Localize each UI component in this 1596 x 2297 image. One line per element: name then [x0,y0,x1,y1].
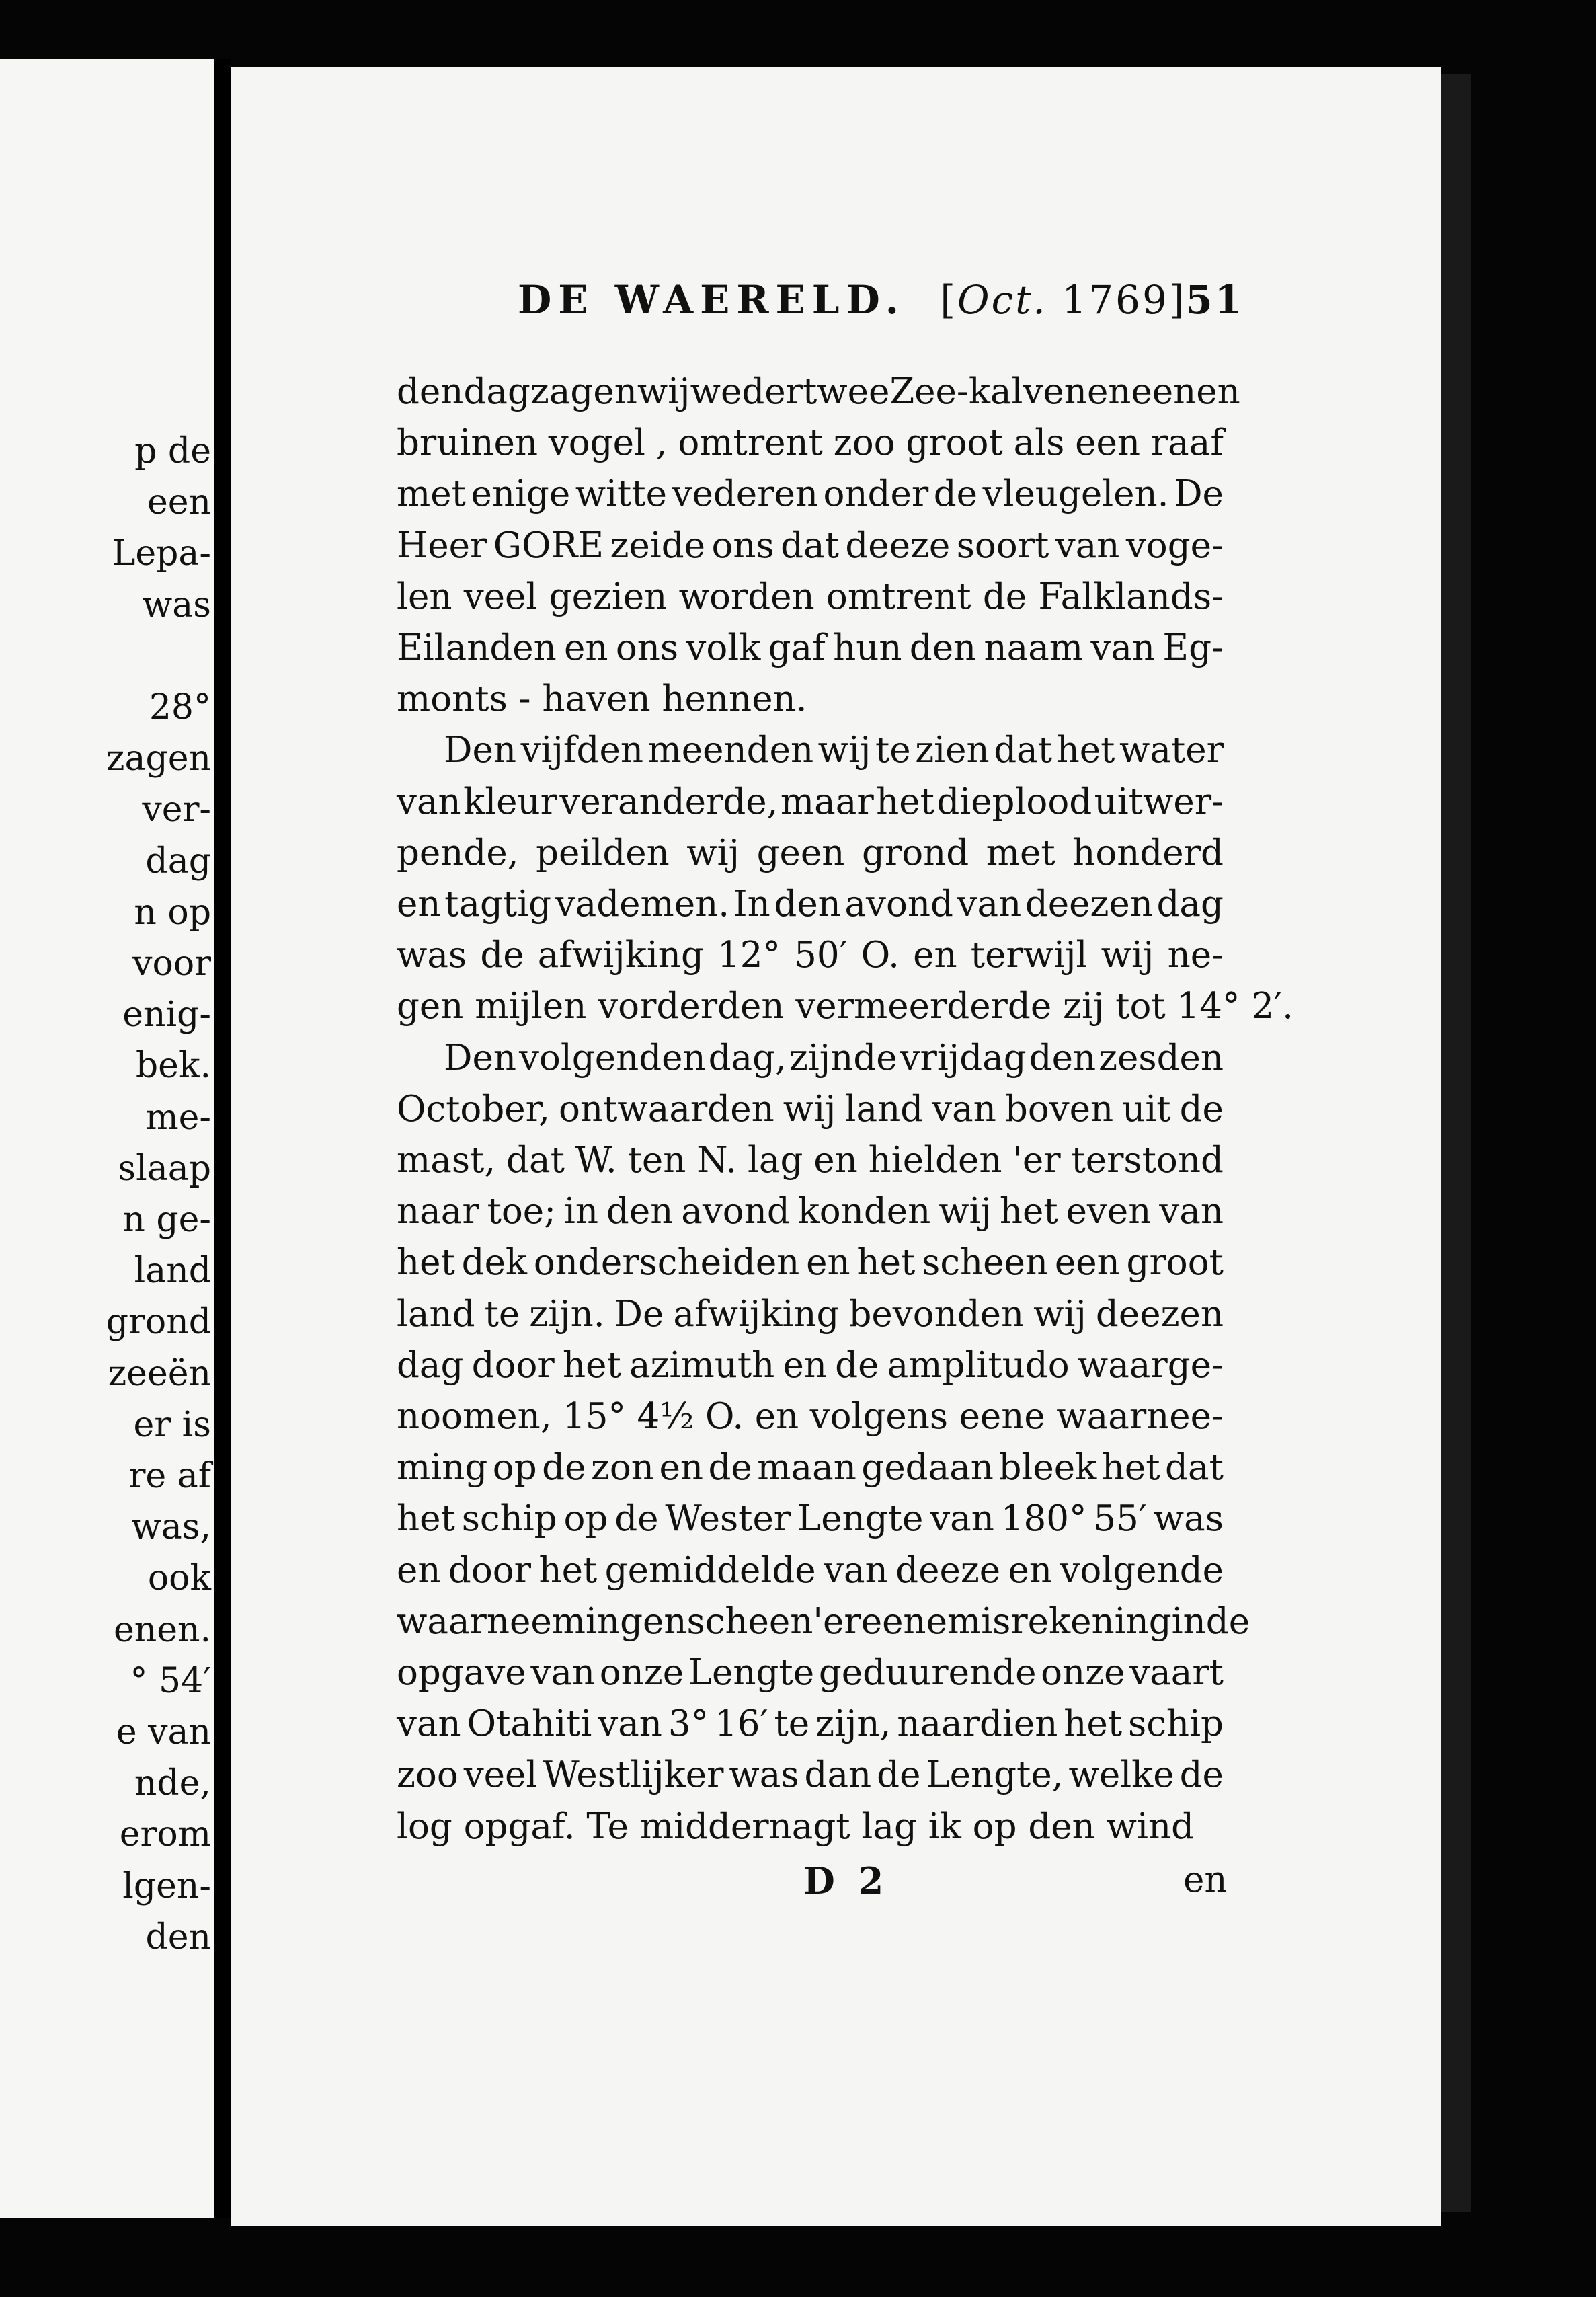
left-page-line: nde, [134,1763,211,1804]
left-page [0,59,214,2218]
text-line: Eilanden en ons volk gaf hun den naam van Eg- [397,627,1224,669]
text-line: bruinen vogel , omtrent zoo groot als een raaf [397,422,1224,464]
text-line: monts - haven hennen. [397,678,807,720]
book-gutter [214,59,231,2218]
text-line: len veel gezien worden omtrent de Falklands- [397,576,1224,617]
text-line: het schip op de Wester Lengte van 180° 55′ was [397,1498,1224,1540]
text-line: opgave van onze Lengte geduurende onze vaart [397,1652,1224,1694]
text-line: naar toe; in den avond konden wij het even van [397,1191,1224,1233]
left-page-line: me- [145,1097,211,1138]
left-page-line: n op [134,892,211,933]
text-line: was de afwijking 12° 50′ O. en terwijl wij ne- [397,935,1224,976]
body-text [397,366,1293,1853]
left-page-line: Lepa- [112,533,211,574]
text-line: land te zijn. De afwijking bevonden wij deezen [397,1293,1224,1335]
text-line: waarneemingen scheen 'er eene misrekening in de [397,1600,1250,1642]
text-line: gen mijlen vorderden vermeerderde zij tot 14° 2′. [397,986,1293,1027]
left-page-line [106,631,211,682]
left-page-line: zeeën [108,1353,211,1394]
left-page-line: bek. [135,1046,211,1087]
text-line: Den volgenden dag, zijnde vrijdag den zesden [444,1037,1224,1079]
text-line: van Otahiti van 3° 16′ te zijn, naardien het schip [397,1703,1224,1745]
left-page-line: voor [132,943,211,984]
left-page-line: grond [106,1302,211,1343]
text-line: van kleur veranderde, maar het dieplood uitwer- [397,781,1224,822]
left-page-line: re af [128,1456,211,1497]
left-page-line: ook [147,1558,211,1599]
left-page-line: land [134,1251,211,1292]
left-page-line: p de [134,431,211,471]
left-page-line: zagen [106,738,211,779]
page-number: 51 [1185,277,1244,323]
left-page-line: den [145,1916,211,1957]
left-page-line: e van [116,1712,211,1753]
left-page-line: was, [131,1507,211,1548]
running-date: [Oct. 1769] [940,277,1187,323]
text-line: pende, peilden wij geen grond met honderd [397,832,1224,873]
left-page-line: enen. [113,1609,211,1650]
left-page-line: was [142,584,211,625]
text-line: Den vijfden meenden wij te zien dat het water [444,730,1224,771]
text-line: den dag zagen wij weder twee Zee-kalven en eenen [397,371,1240,412]
text-line: en tagtig vademen. In den avond van deezen dag [397,884,1224,925]
page-edge [1441,74,1471,2212]
left-page-line: een [147,482,211,523]
text-line: mast, dat W. ten N. lag en hielden 'er terstond [397,1140,1224,1181]
text-line: October, ontwaarden wij land van boven uit de [397,1088,1224,1130]
text-line: het dek onderscheiden en het scheen een groot [397,1242,1224,1284]
text-line: en door het gemiddelde van deeze en volgende [397,1549,1224,1591]
text-line: Heer GORE zeide ons dat deeze soort van voge- [397,524,1224,566]
left-page-line: enig- [122,995,211,1036]
left-page-line: 28° [149,687,211,728]
left-page-line: lgen- [122,1865,211,1906]
text-line: noomen, 15° 4½ O. en volgens eene waarnee- [397,1396,1224,1438]
text-line: ming op de zon en de maan gedaan bleek het dat [397,1447,1224,1489]
left-page-line: slaap [118,1148,211,1189]
signature-mark: D 2 [803,1859,889,1902]
left-page-line: er is [133,1404,211,1445]
text-line: dag door het azimuth en de amplitudo waarge- [397,1344,1224,1386]
left-page-line: n ge- [122,1200,211,1241]
left-page-line: ver- [142,789,211,830]
left-page-line: ° 54′ [130,1660,211,1701]
left-page-line: dag [145,841,211,882]
running-head [518,277,1244,338]
text-line: zoo veel Westlijker was dan de Lengte, welke de [397,1754,1224,1796]
text-line: met enige witte vederen onder de vleugelen. De [397,473,1224,515]
left-page-text [106,426,211,1963]
running-title: DE WAERELD. [518,277,906,323]
catchword: en [1183,1859,1228,1900]
text-line: log opgaf. Te middernagt lag ik op den wind [397,1805,1195,1847]
left-page-line: erom [119,1814,211,1855]
